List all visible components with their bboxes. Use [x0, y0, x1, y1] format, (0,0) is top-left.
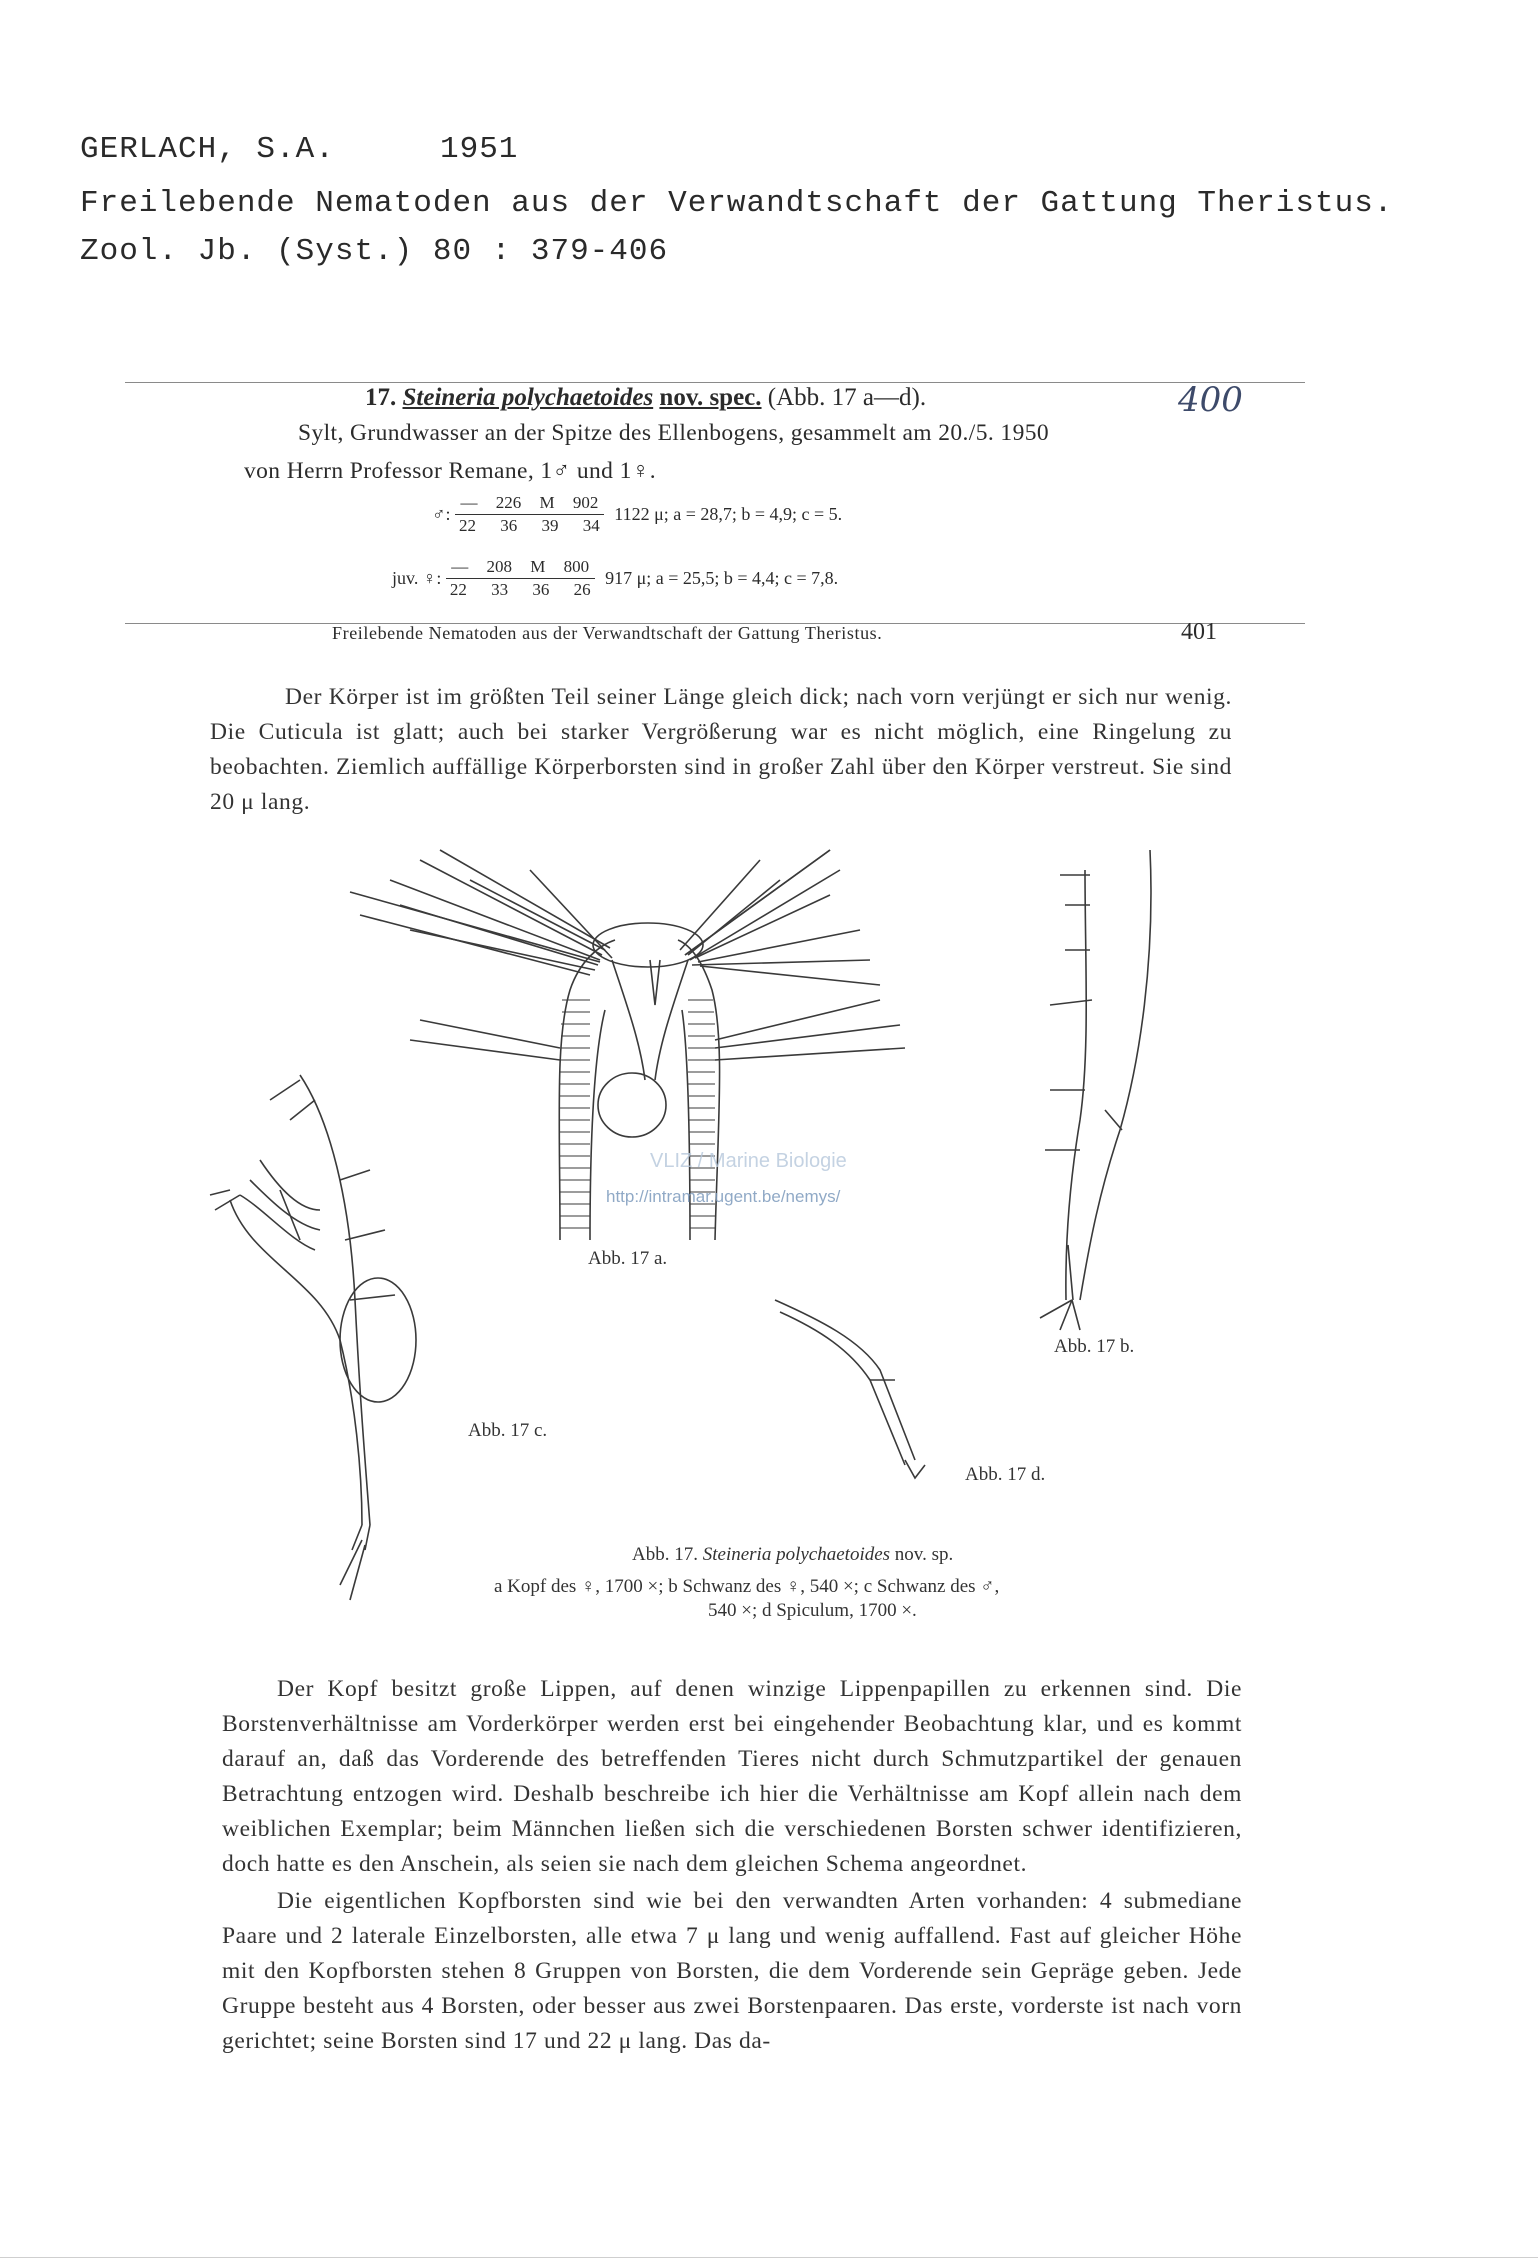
figure-label-b: Abb. 17 b.	[1054, 1336, 1135, 1357]
paragraph-2: Der Kopf besitzt große Lippen, auf denen winzige Lippenpapillen zu erkennen sind. Die Borstenverhältnisse am Vorderkörper werden erst bei eingehender Beobachtung klar, und es kommt darauf an, daß das Vorderende des betreffenden Tieres nicht durch Schmutzpartikel der genauen Betrachtung entzogen wird. Deshalb beschreibe ich hier die Verhältnisse am Kopf allein nach dem weiblichen Exemplar; beim Männchen ließen sich die verschiedenen Borsten schwer identifizieren, doch hatte es den Anschein, als seien sie nach dem gleichen Schema angeordnet.	[222, 1676, 1242, 1877]
citation-year: 1951	[440, 132, 519, 167]
male-values: 1122 μ; a = 28,7; b = 4,9; c = 5.	[614, 504, 843, 524]
female-formula-top: — 208 M 800	[446, 556, 595, 579]
female-values: 917 μ; a = 25,5; b = 4,4; c = 7,8.	[605, 568, 839, 588]
female-label: juv. ♀:	[392, 568, 442, 588]
male-tail-drawing	[210, 1075, 416, 1600]
citation-title: Freilebende Nematoden aus der Verwandtschaft der Gattung Theristus.	[80, 186, 1394, 221]
paragraph-1: Der Körper ist im größten Teil seiner Länge gleich dick; nach vorn verjüngt er sich nur wenig. Die Cuticula ist glatt; auch bei starker Vergrößerung war es nicht möglich, eine Ringelung zu beobachten. Ziemlich auffällige Körperborsten sind in großer Zahl über den Körper verstreut. Sie sind 20 μ lang.	[210, 684, 1232, 815]
male-formula-bottom: 22 36 39 34	[459, 516, 600, 535]
figure-caption-line2: a Kopf des ♀, 1700 ×; b Schwanz des ♀, 540 ×; c Schwanz des ♂,	[494, 1576, 1000, 1597]
spiculum-drawing	[775, 1300, 925, 1478]
male-formula-top: — 226 M 902	[455, 492, 604, 515]
caption-suffix: nov. sp.	[894, 1544, 954, 1565]
male-label: ♂:	[432, 504, 451, 524]
citation-journal: Zool. Jb. (Syst.) 80 : 379-406	[80, 234, 669, 269]
paragraph-body-head	[222, 1672, 1242, 2059]
figure-label-c: Abb. 17 c.	[468, 1420, 548, 1441]
figure-caption-line3: 540 ×; d Spiculum, 1700 ×.	[708, 1600, 917, 1621]
watermark-url: http://intramar.ugent.be/nemys/	[606, 1187, 841, 1206]
citation-author: GERLACH, S.A.	[80, 132, 335, 167]
locality-line2: von Herrn Professor Remane, 1♂ und 1♀.	[244, 458, 657, 484]
female-tail-drawing	[1040, 850, 1151, 1330]
running-head-page: 401	[1181, 619, 1217, 645]
species-number: 17.	[365, 384, 397, 411]
handwritten-page-number: 400	[1178, 380, 1243, 420]
watermark-org: VLIZ / Marine Biologie	[650, 1150, 847, 1172]
scan-edge-line	[0, 2257, 1538, 2258]
figure-caption-title	[632, 1544, 953, 1566]
caption-prefix: Abb. 17.	[632, 1544, 698, 1565]
figure-label-d: Abb. 17 d.	[965, 1464, 1046, 1485]
paragraph-3: Die eigentlichen Kopfborsten sind wie bei den verwandten Arten vorhanden: 4 submediane Paare und 2 laterale Einzelborsten, alle etwa 7 μ lang und wenig auffallend. Fast auf gleicher Höhe mit den Kopfborsten stehen 8 Gruppen von Borsten, die dem Vorderende sein Gepräge geben. Jede Gruppe besteht aus 4 Borsten, oder besser aus zwei Borstenpaaren. Das erste, vorderste ist nach vorn gerichtet; seine Borsten sind 17 und 22 μ lang. Das da-	[222, 1888, 1242, 2054]
figure-label-a: Abb. 17 a.	[588, 1248, 668, 1269]
head-drawing	[350, 850, 905, 1240]
head-annulation-left	[560, 1000, 590, 1228]
species-name: Steineria polychaetoides	[402, 384, 654, 411]
species-suffix: nov. spec.	[659, 384, 762, 411]
female-formula-bottom: 22 33 36 26	[449, 580, 591, 599]
locality-line1: Sylt, Grundwasser an der Spitze des Ellenbogens, gesammelt am 20./5. 1950	[298, 420, 1050, 446]
species-figref: (Abb. 17 a—d).	[767, 384, 927, 411]
caption-species: Steineria polychaetoides	[702, 1544, 891, 1565]
running-head-title: Freilebende Nematoden aus der Verwandtschaft der Gattung Theristus.	[332, 623, 883, 643]
